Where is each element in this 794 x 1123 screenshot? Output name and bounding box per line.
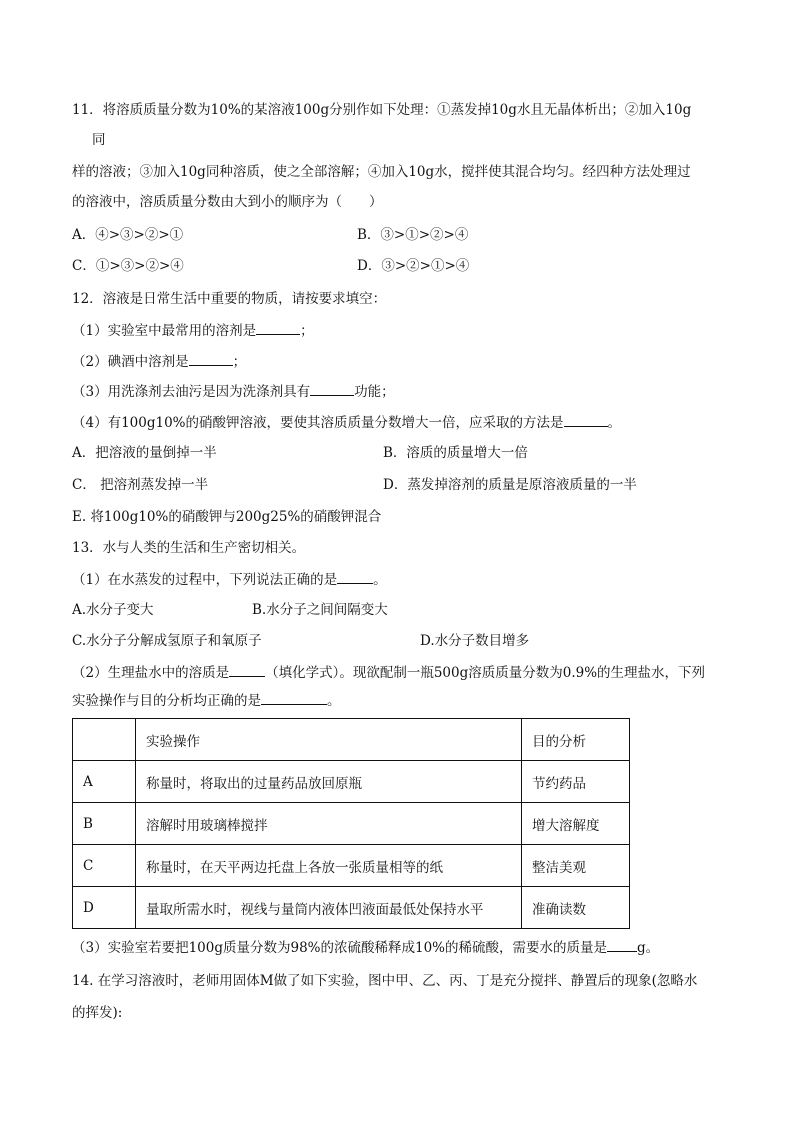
q12-part1-end: ； (300, 323, 314, 339)
q11-line1b: 同 (92, 132, 106, 148)
table-cell: C (73, 845, 136, 887)
table-header-cell: 目的分析 (522, 719, 630, 761)
answer-blank[interactable] (261, 690, 327, 705)
q12-part4-text: （4）有100g10%的硝酸钾溶液，要使其溶质质量分数增大一倍，应采取的方法是 (72, 415, 564, 431)
q13-part2-line1 (72, 662, 705, 683)
q13-part2-line2 (72, 690, 341, 711)
answer-blank[interactable] (310, 381, 354, 396)
q13-part3-end: g。 (637, 940, 660, 956)
answer-blank[interactable] (607, 937, 637, 952)
q12-part3-end: 功能； (354, 384, 395, 400)
table-header-row (73, 719, 630, 761)
table-cell: 准确读数 (522, 887, 630, 929)
table-header-cell (73, 719, 136, 761)
table-cell: 称量时，在天平两边托盘上各放一张质量相等的纸 (136, 845, 522, 887)
q11-option-b: B．③>①>②>④ (357, 227, 469, 243)
q11-line1: 11．将溶质质量分数为10%的某溶液100g分别作如下处理：①蒸发掉10g水且无晶体析出；②加入10g (72, 102, 692, 118)
q11-option-c: C．①>③>②>④ (72, 258, 184, 274)
q11-line3: 的溶液中，溶质质量分数由大到小的顺序为（ ） (72, 194, 383, 210)
q12-part2 (72, 351, 246, 372)
q13-part2-text-b: （填化学式）。现欲配制一瓶500g溶质质量分数为0.9%的生理盐水，下列 (265, 665, 706, 681)
q13-part2-text-a: （2）生理盐水中的溶质是 (72, 665, 230, 681)
table-cell: 称量时，将取出的过量药品放回原瓶 (136, 761, 522, 803)
table-row (73, 761, 630, 803)
answer-blank[interactable] (337, 569, 373, 584)
q14-line1: 14. 在学习溶液时，老师用固体M做了如下实验，图中甲、乙、丙、丁是充分搅拌、静置后的现象(忽略水 (72, 973, 698, 989)
table-cell: D (73, 887, 136, 929)
q12-part2-end: ； (232, 354, 247, 370)
q13-part2-text-c: 实验操作与目的分析均正确的是 (72, 693, 261, 709)
q11-option-a: A．④>③>②>① (72, 227, 184, 243)
q13-stem: 13．水与人类的生活和生产密切相关。 (72, 540, 306, 556)
q12-part1 (72, 320, 314, 341)
answer-blank[interactable] (229, 662, 265, 677)
answer-blank[interactable] (256, 320, 300, 335)
table-row (73, 887, 630, 929)
q13-part1-text: （1）在水蒸发的过程中，下列说法正确的是 (72, 572, 338, 588)
q12-part3-text: （3）用洗涤剂去油污是因为洗涤剂具有 (72, 384, 311, 400)
table-cell: 量取所需水时，视线与量筒内液体凹液面最低处保持水平 (136, 887, 522, 929)
q13-part1-end: 。 (373, 572, 387, 588)
table-cell: 整洁美观 (522, 845, 630, 887)
table-cell: B (73, 803, 136, 845)
q12-stem: 12．溶液是日常生活中重要的物质，请按要求填空： (72, 291, 387, 307)
table-cell: A (73, 761, 136, 803)
q12-part4 (72, 412, 621, 433)
q12-option-b: B．溶质的质量增大一倍 (383, 445, 528, 461)
q13-part3-text: （3）实验室若要把100g质量分数为98%的浓硫酸稀释成10%的稀硫酸，需要水的质量是 (72, 940, 608, 956)
q12-option-a: A．把溶液的量倒掉一半 (72, 445, 217, 461)
answer-blank[interactable] (564, 412, 608, 427)
table-cell: 溶解时用玻璃棒搅拌 (136, 803, 522, 845)
q13-option-b: B.水分子之间间隔变大 (252, 602, 388, 618)
q11-line2: 样的溶液；③加入10g同种溶质，使之全部溶解；④加入10g水，搅拌使其混合均匀。经四种方法处理过 (72, 164, 691, 180)
table-row (73, 845, 630, 887)
q11-option-d: D．③>②>①>④ (357, 258, 470, 274)
q13-option-a: A.水分子变大 (72, 602, 154, 618)
q13-part3 (72, 937, 659, 958)
table-cell: 节约药品 (522, 761, 630, 803)
q12-option-d: D．蒸发掉溶剂的质量是原溶液质量的一半 (383, 477, 637, 493)
table-cell: 增大溶解度 (522, 803, 630, 845)
q12-option-e: E. 将100g10%的硝酸钾与200g25%的硝酸钾混合 (72, 509, 382, 525)
table-header-cell: 实验操作 (136, 719, 522, 761)
q12-option-c: C． 把溶剂蒸发掉一半 (72, 477, 209, 493)
experiment-table (72, 718, 630, 929)
q14-line2: 的挥发): (72, 1005, 123, 1021)
q13-part1 (72, 569, 387, 590)
q13-part2-end: 。 (327, 693, 341, 709)
q12-part3 (72, 381, 395, 402)
answer-blank[interactable] (189, 351, 233, 366)
q12-part4-end: 。 (607, 415, 622, 431)
q13-option-c: C.水分子分解成氢原子和氧原子 (72, 633, 262, 649)
table-row (73, 803, 630, 845)
q12-part1-text: （1）实验室中最常用的溶剂是 (72, 323, 257, 339)
q12-part2-text: （2）碘酒中溶剂是 (72, 354, 189, 370)
q13-option-d: D.水分子数目增多 (420, 633, 530, 649)
